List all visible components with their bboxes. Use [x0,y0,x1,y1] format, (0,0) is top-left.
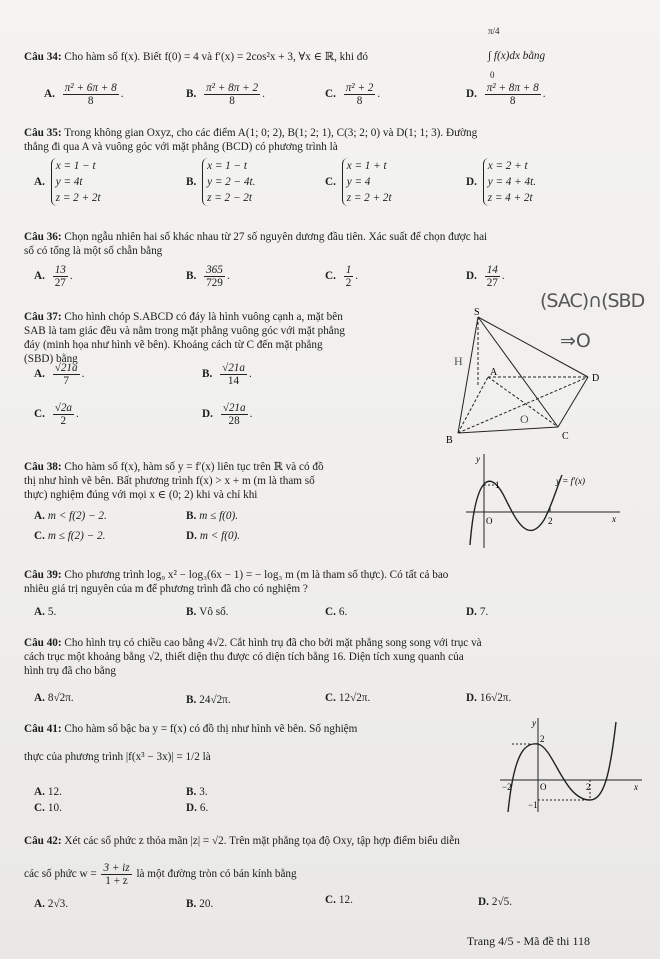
question-text: Cho hàm số f(x). Biết f(0) = 4 và f′(x) = 2cos²x + 3, ∀x ∈ ℝ, khi đó [64,51,368,63]
numerator: √21a [222,362,245,374]
text-before-fraction: các số phức w = [24,868,97,881]
option-label: D. [466,88,477,101]
question-42-line2 [24,862,297,887]
numerator: π² + 6π + 8 [64,82,117,94]
question-42 [24,834,646,848]
option-label: A. [34,692,45,704]
option-text: 6. [199,802,209,814]
question-number: Câu 34: [24,51,62,63]
option-label: D. [466,175,477,188]
question-39 [24,568,646,596]
question-41 [24,722,480,764]
tick-label-y-bottom: −1 [528,800,538,810]
option-text: 20. [199,898,214,910]
cubic-graph [494,714,644,814]
numerator: 1 [345,264,352,276]
handwritten-note: (SAC)∩(SBD [540,290,645,312]
denominator: 8 [87,95,94,107]
option-label: B. [186,898,197,910]
option-label: A. [34,270,45,283]
question-text: Trong không gian Oxyz, cho các điểm A(1; 0; 2), B(1; 2; 1), C(3; 2; 0) và D(1; 1; 3). Đường [64,127,478,139]
option-label: D. [202,408,213,421]
numerator: 13 [54,264,66,276]
option-c[interactable]: C. $\frac{1}{2}$ . [325,264,359,289]
option-text: 12√2π. [338,692,371,704]
option-b[interactable] [186,694,231,706]
option-text: m < f(2) − 2. [47,510,107,522]
numerator: √21a [54,362,78,374]
question-38 [24,460,440,502]
option-d[interactable]: D. $\frac{√21a}{28}$ . [202,402,253,427]
option-a[interactable] [34,786,62,798]
option-label: C. [325,692,336,704]
numerator: π² + 8π + 2 [206,82,259,94]
option-c[interactable] [34,802,62,814]
question-text-2: thực của phương trình |f(x³ − 3x)| = 1/2 là [24,751,211,763]
option-c[interactable]: C. $\frac{\text{π² + 2}}{8}$ . [325,82,381,107]
option-c[interactable]: C. $\frac{√2a}{2}$ . [34,402,79,427]
question-text: Cho hình trụ có chiều cao bằng 4√2. Cắt hình trụ đã cho bởi mặt phẳng song song với trục và [64,637,482,649]
option-d[interactable] [466,158,536,206]
origin-label: O [486,516,493,526]
option-label: C. [34,530,45,542]
vertex-label-c: C [562,431,569,442]
option-b[interactable]: B. $\frac{365}{729}$ . [186,264,230,289]
option-text: 7. [479,606,489,618]
option-label: D. [466,606,477,618]
option-text: m < f(0). [199,530,241,542]
numerator: π² + 2 [345,82,374,94]
equation-system: x = 1 − t y = 4t z = 2 + 2t [51,158,101,206]
axis-label-x: x [634,782,638,792]
option-label: B. [186,606,197,618]
axis-label-y: y [532,718,536,728]
option-a[interactable]: A. $\frac{√21a}{7}$ . [34,362,85,387]
tick-label-x: 2 [548,516,553,526]
question-37 [24,310,440,366]
tick-label-y: 1 [495,480,500,490]
option-d[interactable] [466,606,488,618]
option-a[interactable] [34,158,101,206]
integral-expression: ∫ f(x)dx bằng [488,50,546,62]
option-label: C. [325,175,336,188]
denominator: 8 [356,95,363,107]
option-d[interactable] [186,530,240,542]
option-text: 8√2π. [47,692,74,704]
option-c[interactable] [325,692,370,704]
vertex-label-b: B [446,435,453,446]
question-text-2: cách trục một khoảng bằng √2, thiết diện thu được có diện tích bằng 16. Diện tích xung quanh của [24,651,464,663]
numerator: √21a [222,402,246,414]
question-text-4: (SBD) bằng [24,353,78,365]
vertex-label-d: D [592,373,600,384]
denominator: 14 [227,375,240,387]
question-text: Cho hàm số bậc ba y = f(x) có đồ thị như hình vẽ bên. Số nghiệm [64,723,358,735]
equation-system: x = 2 + t y = 4 + 4t. z = 4 + 2t [483,158,536,206]
option-d[interactable] [478,896,512,908]
question-number: Câu 41: [24,723,62,735]
option-text: 10. [47,802,62,814]
question-number: Câu 42: [24,835,62,847]
axis-label-y: y [476,454,480,464]
question-number: Câu 35: [24,127,62,139]
question-text: Cho hình chóp S.ABCD có đáy là hình vuông cạnh a, mặt bên [64,311,343,323]
option-b[interactable]: B. $\frac{\text{π² + 8π + 2}}{8}$ . [186,82,265,107]
question-text: Xét các số phức z thỏa mãn |z| = √2. Trên mặt phẳng tọa độ Oxy, tập hợp điểm biểu diễn [64,835,460,847]
origin-label: O [540,782,547,792]
option-c[interactable] [325,606,347,618]
question-text-3: hình trụ đã cho bằng [24,665,116,677]
option-label: A. [34,175,45,188]
option-label: A. [34,898,45,910]
denominator: 27 [486,277,498,289]
numerator: √2a [54,402,73,414]
option-text: m ≤ f(2) − 2. [47,530,106,542]
handwritten-note: ⇒O [560,330,591,352]
option-label: A. [34,606,45,618]
option-text: 16√2π. [479,692,512,704]
option-label: C. [325,88,336,101]
option-label: C. [325,606,336,618]
option-label: B. [186,510,197,522]
denominator: 8 [509,95,516,107]
numerator: 14 [486,264,498,276]
integral-upper-limit: π/4 [488,26,500,36]
question-35 [24,126,646,154]
denominator: 7 [63,375,69,387]
numerator: 3 + iz [103,862,130,874]
option-text: 6. [338,606,348,618]
option-b[interactable] [186,510,238,522]
option-b[interactable] [186,606,228,618]
option-a[interactable]: A. $\frac{13}{27}$ . [34,264,73,289]
vertex-label-a: A [490,367,498,378]
option-text: 2√5. [491,896,513,908]
option-label: B. [202,368,213,381]
option-label: B. [186,175,197,188]
option-label: B. [186,88,197,101]
option-b[interactable] [186,786,208,798]
denominator: 2 [60,415,67,427]
question-text-2: SAB là tam giác đều và nằm trong mặt phẳng vuông góc với mặt phẳng [24,325,345,337]
option-c[interactable] [325,158,392,206]
option-label: D. [186,802,197,814]
option-label: D. [466,692,477,704]
question-40 [24,636,646,678]
tick-label-x-left: −2 [502,782,512,792]
question-number: Câu 36: [24,231,62,243]
option-a[interactable] [34,606,56,618]
question-text: Cho phương trình log₉ x² − log₃(6x − 1) = − log₃ m (m là tham số thực). Có tất cả bao [64,569,449,581]
option-d[interactable] [186,802,208,814]
option-text: 12. [338,894,353,906]
denominator: 2 [345,277,352,289]
equation-system: x = 1 + t y = 4 z = 2 + 2t [342,158,392,206]
denominator: 1 + z [105,875,128,887]
handwritten-h: H [454,354,463,368]
question-34 [24,50,646,64]
pyramid-figure [440,305,630,450]
option-label: C. [325,894,336,906]
option-a[interactable] [34,898,68,910]
tick-label-x-right: 2 [586,782,591,792]
option-d[interactable]: D. $\frac{\text{π² + 8π + 8}}{8}$ . [466,82,546,107]
option-label: B. [186,270,197,283]
option-label: D. [466,270,477,283]
option-d[interactable] [466,692,511,704]
question-text-2: nhiêu giá trị nguyên của m để phương trình đã cho có nghiệm ? [24,583,308,595]
denominator: 729 [206,277,223,289]
text-after-fraction: là một đường tròn có bán kính bằng [136,868,297,881]
curve-label: y = f′(x) [556,476,586,486]
numerator: π² + 8π + 8 [486,82,539,94]
option-label: A. [34,368,45,381]
option-a[interactable] [34,692,74,704]
option-b[interactable] [186,158,255,206]
derivative-graph [462,450,622,550]
option-text: 2√3. [47,898,69,910]
question-text: Chọn ngẫu nhiên hai số khác nhau từ 27 số nguyên dương đầu tiên. Xác suất để chọn được hai [64,231,488,243]
numerator: 365 [206,264,223,276]
option-b[interactable] [186,898,213,910]
option-label: B. [186,786,197,798]
option-a[interactable]: A. $\frac{\text{π² + 6π + 8}}{8}$ . [44,82,124,107]
question-number: Câu 38: [24,461,62,473]
option-text: m ≤ f(0). [199,510,239,522]
option-label: D. [186,530,197,542]
question-number: Câu 40: [24,637,62,649]
question-text-2: thị như hình vẽ bên. Bất phương trình f(x) > x + m (m là tham số [24,475,315,487]
option-c[interactable] [34,530,105,542]
option-text: Vô số. [199,606,229,618]
option-d[interactable]: D. $\frac{14}{27}$ . [466,264,505,289]
question-text-2: số có tổng là một số chẵn bằng [24,245,163,257]
denominator: 27 [54,277,66,289]
denominator: 8 [229,95,235,107]
page-footer: Trang 4/5 - Mã đề thi 118 [466,934,590,948]
option-label: C. [325,270,336,283]
handwritten-o: O [520,412,529,426]
option-label: C. [34,802,45,814]
question-text-2: thẳng đi qua A và vuông góc với mặt phẳng (BCD) có phương trình là [24,141,338,153]
question-number: Câu 37: [24,311,62,323]
option-label: B. [186,694,197,706]
integral-lower-limit: 0 [490,70,495,80]
question-text-3: đáy (minh họa như hình vẽ bên). Khoảng cách từ C đến mặt phẳng [24,339,323,351]
question-text-3: thực) nghiệm đúng với mọi x ∈ (0; 2) khi và chỉ khi [24,489,258,501]
equation-system: x = 1 − t y = 2 − 4t. z = 2 − 2t [202,158,255,206]
option-text: 24√2π. [199,694,231,706]
option-label: A. [34,786,45,798]
tick-label-y-top: 2 [540,734,545,744]
denominator: 28 [228,415,240,427]
option-label: A. [34,510,45,522]
option-text: 5. [47,606,57,618]
option-label: A. [44,88,55,101]
option-text: 3. [199,786,208,798]
option-text: 12. [47,786,62,798]
vertex-label-s: S [474,307,480,318]
question-number: Câu 39: [24,569,62,581]
option-b[interactable]: B. $\frac{√21a}{14}$ . [202,362,252,387]
option-label: D. [478,896,489,908]
axis-label-x: x [612,514,616,524]
question-text: Cho hàm số f(x), hàm số y = f′(x) liên tục trên ℝ và có đồ [64,461,324,473]
option-a[interactable] [34,510,107,522]
question-36 [24,230,646,258]
option-c[interactable] [325,894,353,906]
option-label: C. [34,408,45,421]
